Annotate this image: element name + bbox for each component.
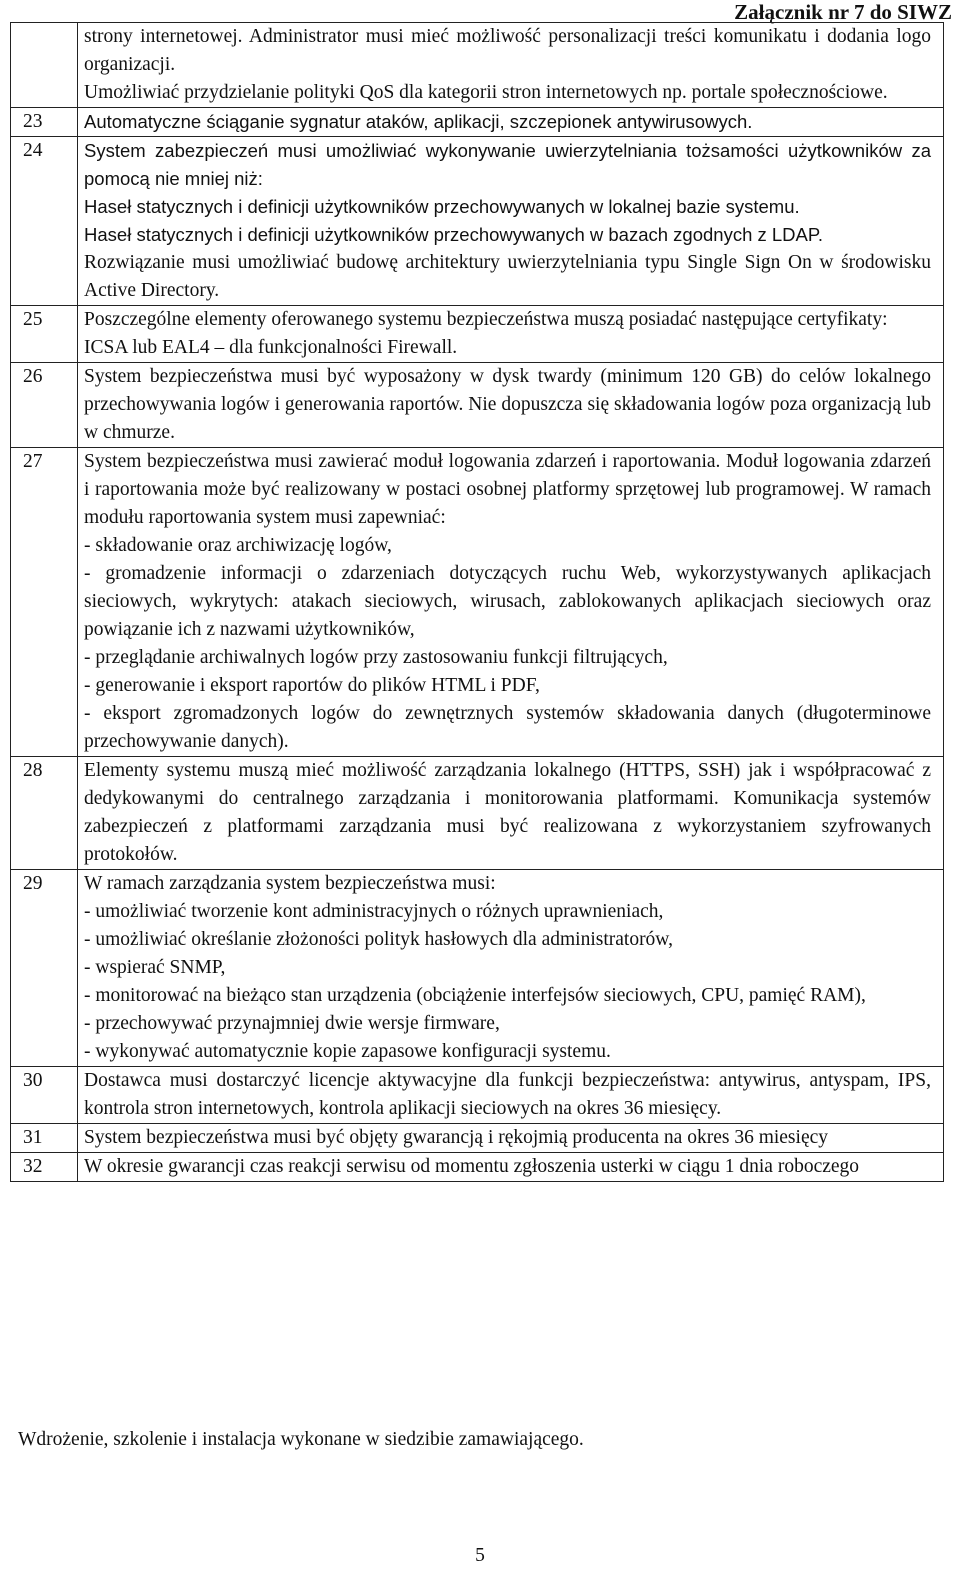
table-row: [11, 363, 944, 448]
table-row: [11, 448, 944, 757]
row-text: - gromadzenie informacji o zdarzeniach dotyczących ruchu Web, wykorzystywanych aplikacjach sieciowych, wykrytych: atakach sieciowych, wirusach, zablokowanych aplikacjach sieciowych oraz powiązanie ich z nazwami użytkowników,: [84, 563, 931, 640]
table-row: [11, 108, 944, 137]
table-row: [11, 306, 944, 363]
row-number: 32: [11, 1153, 78, 1182]
row-content: [78, 137, 944, 306]
row-text: - przeglądanie archiwalnych logów przy zastosowaniu funkcji filtrujących,: [84, 647, 668, 668]
row-content: [78, 1124, 944, 1153]
row-number: 26: [11, 363, 78, 448]
row-text: strony internetowej. Administrator musi mieć możliwość personalizacji treści komunikatu i dodania logo organizacji.: [84, 26, 931, 75]
table-row: [11, 137, 944, 306]
row-text: W ramach zarządzania system bezpieczeństwa musi:: [84, 873, 496, 894]
row-number: 29: [11, 870, 78, 1067]
row-text: - umożliwiać określanie złożoności polityk hasłowych dla administratorów,: [84, 929, 673, 950]
table-row: [11, 1067, 944, 1124]
row-number: 24: [11, 137, 78, 306]
row-content: [78, 448, 944, 757]
row-content: [78, 1067, 944, 1124]
table-row: [11, 870, 944, 1067]
requirements-table: [10, 22, 944, 1182]
row-text: - wspierać SNMP,: [84, 957, 226, 978]
attachment-header: Załącznik nr 7 do SIWZ: [734, 0, 952, 24]
row-number: 23: [11, 108, 78, 137]
row-text: Elementy systemu muszą mieć możliwość zarządzania lokalnego (HTTPS, SSH) jak i współpracować z dedykowanymi do centralnego zarządzania i monitorowania platformami. Komunikacja systemów zabezpieczeń z platformami zarządzania musi być realizowana z wykorzystaniem szyfrowanych protokołów.: [84, 760, 931, 865]
row-text: Rozwiązanie musi umożliwiać budowę architektury uwierzytelniania typu Single Sign On w środowisku Active Directory.: [84, 252, 931, 301]
row-text: System bezpieczeństwa musi zawierać moduł logowania zdarzeń i raportowania. Moduł logowania zdarzeń i raportowania może być realizowany w postaci osobnej platformy sprzętowej lub programowej. W ramach modułu raportowania system musi zapewniać:: [84, 451, 931, 528]
row-text: Automatyczne ściąganie sygnatur ataków, aplikacji, szczepionek antywirusowych.: [84, 111, 753, 132]
row-number: 25: [11, 306, 78, 363]
row-text: ICSA lub EAL4 – dla funkcjonalności Firewall.: [84, 337, 458, 358]
row-text: System zabezpieczeń musi umożliwiać wykonywanie uwierzytelniania tożsamości użytkowników za pomocą nie mniej niż:: [84, 140, 931, 189]
row-text: - przechowywać przynajmniej dwie wersje firmware,: [84, 1013, 500, 1034]
row-text: Haseł statycznych i definicji użytkowników przechowywanych w lokalnej bazie systemu.: [84, 196, 800, 217]
row-text: System bezpieczeństwa musi być wyposażony w dysk twardy (minimum 120 GB) do celów lokalnego przechowywania logów i generowania raportów. Nie dopuszcza się składowania logów poza organizacją lub w chmurze.: [84, 366, 931, 443]
row-content: [78, 363, 944, 448]
table-row: [11, 1124, 944, 1153]
row-text: - składowanie oraz archiwizację logów,: [84, 535, 392, 556]
row-number: 31: [11, 1124, 78, 1153]
row-text: - wykonywać automatycznie kopie zapasowe konfiguracji systemu.: [84, 1041, 611, 1062]
row-text: W okresie gwarancji czas reakcji serwisu od momentu zgłoszenia usterki w ciągu 1 dnia roboczego: [84, 1156, 860, 1177]
row-content: [78, 1153, 944, 1182]
row-number: 28: [11, 757, 78, 870]
row-number: 27: [11, 448, 78, 757]
row-number: 30: [11, 1067, 78, 1124]
page-number: 5: [475, 1545, 485, 1566]
row-content: [78, 306, 944, 363]
row-content: [78, 757, 944, 870]
row-text: Umożliwiać przydzielanie polityki QoS dla kategorii stron internetowych np. portale społecznościowe.: [84, 82, 888, 103]
row-content: [78, 870, 944, 1067]
row-content: [78, 23, 944, 108]
row-text: Dostawca musi dostarczyć licencje aktywacyjne dla funkcji bezpieczeństwa: antywirus, antyspam, IPS, kontrola stron internetowych, kontrola aplikacji sieciowych na okres 36 miesięcy.: [84, 1070, 931, 1119]
row-text: Poszczególne elementy oferowanego systemu bezpieczeństwa muszą posiadać następujące certyfikaty:: [84, 309, 888, 330]
footer-note: Wdrożenie, szkolenie i instalacja wykonane w siedzibie zamawiającego.: [18, 1429, 584, 1450]
row-text: System bezpieczeństwa musi być objęty gwarancją i rękojmią producenta na okres 36 miesięcy: [84, 1127, 828, 1148]
table-row: [11, 757, 944, 870]
row-text: - umożliwiać tworzenie kont administracyjnych o różnych uprawnieniach,: [84, 901, 664, 922]
table-row: [11, 23, 944, 108]
row-text: - generowanie i eksport raportów do plików HTML i PDF,: [84, 675, 540, 696]
row-number: [11, 23, 78, 108]
row-content: [78, 108, 944, 137]
row-text: - monitorować na bieżąco stan urządzenia (obciążenie interfejsów sieciowych, CPU, pamięć RAM),: [84, 985, 866, 1006]
row-text: - eksport zgromadzonych logów do zewnętrznych systemów składowania danych (długoterminowe przechowywanie danych).: [84, 703, 931, 752]
table-row: [11, 1153, 944, 1182]
row-text: Haseł statycznych i definicji użytkowników przechowywanych w bazach zgodnych z LDAP.: [84, 224, 823, 245]
